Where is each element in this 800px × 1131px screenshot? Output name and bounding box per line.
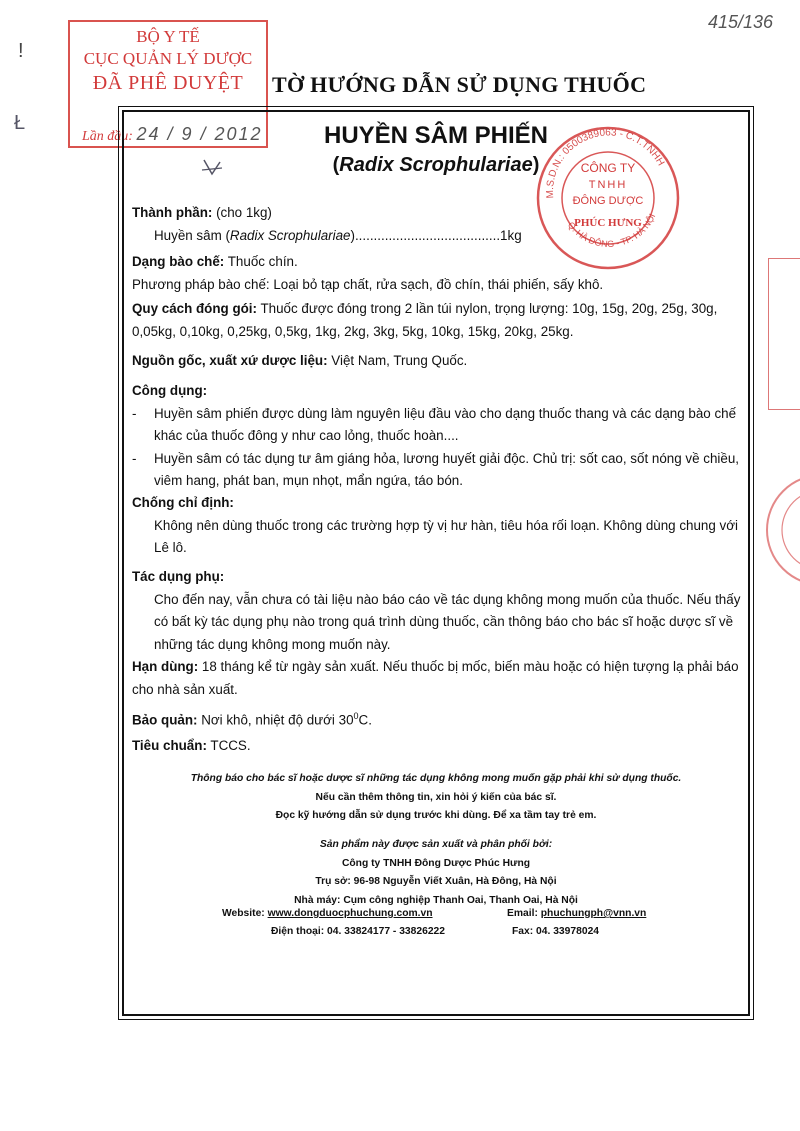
section-ingredients bbox=[132, 202, 744, 250]
dosage-method: Phương pháp bào chế: Loại bỏ tạp chất, rửa sạch, đồ chín, thái phiến, sấy khô. bbox=[132, 276, 604, 292]
origin-label: Nguồn gốc, xuất xứ dược liệu: bbox=[132, 353, 328, 368]
uses-item: - Huyền sâm có tác dụng tư âm giáng hỏa, lương huyết giải độc. Chủ trị: sốt cao, sốt nóng về chiều, viêm hang, phát ban, mụn nhọt, mẩn ngứa, táo bón. bbox=[132, 450, 739, 488]
footer-website: Website: www.dongduocphuchung.com.vn bbox=[222, 908, 433, 919]
side-effects-label: Tác dụng phụ: bbox=[132, 569, 225, 584]
section-contraindications bbox=[132, 492, 744, 560]
footer-read: Đọc kỹ hướng dẫn sử dụng trước khi dùng. Để xa tầm tay trẻ em. bbox=[275, 810, 597, 821]
footer-fax: Fax: 04. 33978024 bbox=[512, 926, 600, 937]
margin-mark: ! bbox=[18, 40, 24, 62]
company-stamp-line4: PHÚC HƯNG bbox=[574, 217, 642, 229]
storage-text: Nơi khô, nhiệt độ dưới 30 bbox=[197, 712, 354, 728]
footer-advice: Nếu cần thêm thông tin, xin hỏi ý kiến của bác sĩ. bbox=[315, 791, 557, 803]
company-stamp-ring-text: M.S.D.N.: 0500389063 - C.T.TNHH bbox=[544, 127, 667, 199]
website-link[interactable]: www.dongduocphuchung.com.vn bbox=[267, 908, 433, 919]
packaging-label: Quy cách đóng gói: bbox=[132, 301, 257, 316]
standard-label: Tiêu chuẩn: bbox=[132, 738, 207, 753]
footer-made-by: Sản phẩm này được sản xuất và phân phối bởi: bbox=[319, 839, 553, 850]
footer-company: Công ty TNHH Đông Dược Phúc Hưng bbox=[341, 857, 531, 869]
side-stamp-circle-fragment bbox=[762, 470, 800, 590]
section-uses bbox=[132, 380, 744, 493]
footer-manufacturer bbox=[122, 836, 750, 910]
section-origin bbox=[132, 350, 744, 373]
product-name: HUYỀN SÂM PHIẾN bbox=[323, 122, 549, 149]
contraindications-label: Chống chỉ định: bbox=[132, 495, 234, 510]
origin-text: Việt Nam, Trung Quốc. bbox=[327, 353, 468, 368]
footer-notices bbox=[122, 770, 750, 826]
company-stamp-line2: TNHH bbox=[588, 179, 628, 191]
packaging-text: Thuốc được đóng trong 2 lần túi nylon, trọng lượng: 10g, 15g, 20g, 25g, 30g, 0,05kg, 0,10kg, 0,25kg, 0,5kg, 1kg, 2kg, 3kg, 5kg, 10kg, 15kg, 20kg, 25kg. bbox=[132, 301, 718, 339]
stamp-line-ministry: BỘ Y TẾ bbox=[136, 27, 200, 46]
shelf-life-label: Hạn dùng: bbox=[132, 659, 199, 674]
ingredients-text: (cho 1kg) bbox=[212, 205, 272, 220]
email-link[interactable]: phuchungph@vnn.vn bbox=[540, 908, 647, 919]
footer-factory: Nhà máy: Cụm công nghiệp Thanh Oai, Thanh Oai, Hà Nội bbox=[294, 894, 578, 906]
document-title: TỜ HƯỚNG DẪN SỬ DỤNG THUỐC bbox=[272, 72, 647, 97]
storage-degree: 0 bbox=[353, 711, 359, 721]
section-side-effects bbox=[132, 566, 744, 656]
shelf-life-text: 18 tháng kể từ ngày sản xuất. Nếu thuốc bị mốc, biến màu hoặc có hiện tượng lạ phải báo cho nhà sản xuất. bbox=[132, 659, 739, 697]
ingredient-item: Huyền sâm (Radix Scrophulariae).......................................1kg bbox=[154, 227, 522, 243]
product-latin-name: (Radix Scrophulariae) bbox=[332, 154, 540, 176]
section-storage bbox=[132, 705, 744, 732]
stamp-date-value: 24 / 9 / 2012 bbox=[136, 124, 263, 144]
margin-handwriting: Ł bbox=[14, 112, 26, 134]
side-effects-text: Cho đến nay, vẫn chưa có tài liệu nào báo cáo về tác dụng không mong muốn của thuốc. Nếu thấy có bất kỳ tác dụng phụ nào trong quá trình dùng thuốc, cần thông báo cho bác sĩ hoặc dược sĩ về những tác dụng không mong muốn này. bbox=[154, 591, 741, 652]
stamp-line-department: CỤC QUẢN LÝ DƯỢC bbox=[83, 49, 253, 68]
page-number: 415/136 bbox=[708, 12, 774, 32]
uses-label: Công dụng: bbox=[132, 383, 208, 398]
contraindications-text: Không nên dùng thuốc trong các trường hợp tỳ vị hư hàn, tiêu hóa rối loạn. Không dùng chung với Lê lô. bbox=[154, 517, 739, 555]
section-packaging bbox=[132, 298, 744, 343]
side-stamp-fragment bbox=[768, 258, 800, 410]
section-dosage-form bbox=[132, 251, 744, 296]
uses-item: - Huyền sâm phiến được dùng làm nguyên liệu đầu vào cho dạng thuốc thang và các dạng bào chế khác của thuốc đông y như cao lỏng, thuốc hoàn.... bbox=[132, 405, 737, 443]
footer-warning: Thông báo cho bác sĩ hoặc dược sĩ những tác dụng không mong muốn gặp phải khi sử dụng thuốc. bbox=[190, 773, 682, 784]
storage-label: Bảo quản: bbox=[132, 712, 198, 728]
company-stamp-bottom-text: Q. HÀ ĐÔNG - TP. HÀ NỘI bbox=[565, 212, 658, 250]
storage-unit: C. bbox=[358, 712, 372, 728]
ingredients-label: Thành phần: bbox=[132, 205, 213, 220]
standard-text: TCCS. bbox=[206, 738, 251, 753]
company-stamp-line3: ĐÔNG DƯỢC bbox=[572, 195, 644, 207]
dosage-form-text: Thuốc chín. bbox=[224, 254, 298, 269]
footer-email: Email: phuchungph@vnn.vn bbox=[507, 908, 647, 919]
footer-phone: Điện thoại: 04. 33824177 - 33826222 bbox=[271, 926, 446, 937]
section-shelf-life bbox=[132, 656, 744, 701]
stamp-line-approved: ĐÃ PHÊ DUYỆT bbox=[92, 72, 244, 94]
section-standard bbox=[132, 735, 744, 758]
footer-hq: Trụ sở: 96-98 Nguyễn Viết Xuân, Hà Đông, Hà Nội bbox=[315, 876, 557, 887]
company-stamp-line1: CÔNG TY bbox=[580, 161, 636, 175]
stamp-date-label: Lần đầu: bbox=[82, 129, 133, 144]
dosage-form-label: Dạng bào chế: bbox=[132, 254, 225, 269]
